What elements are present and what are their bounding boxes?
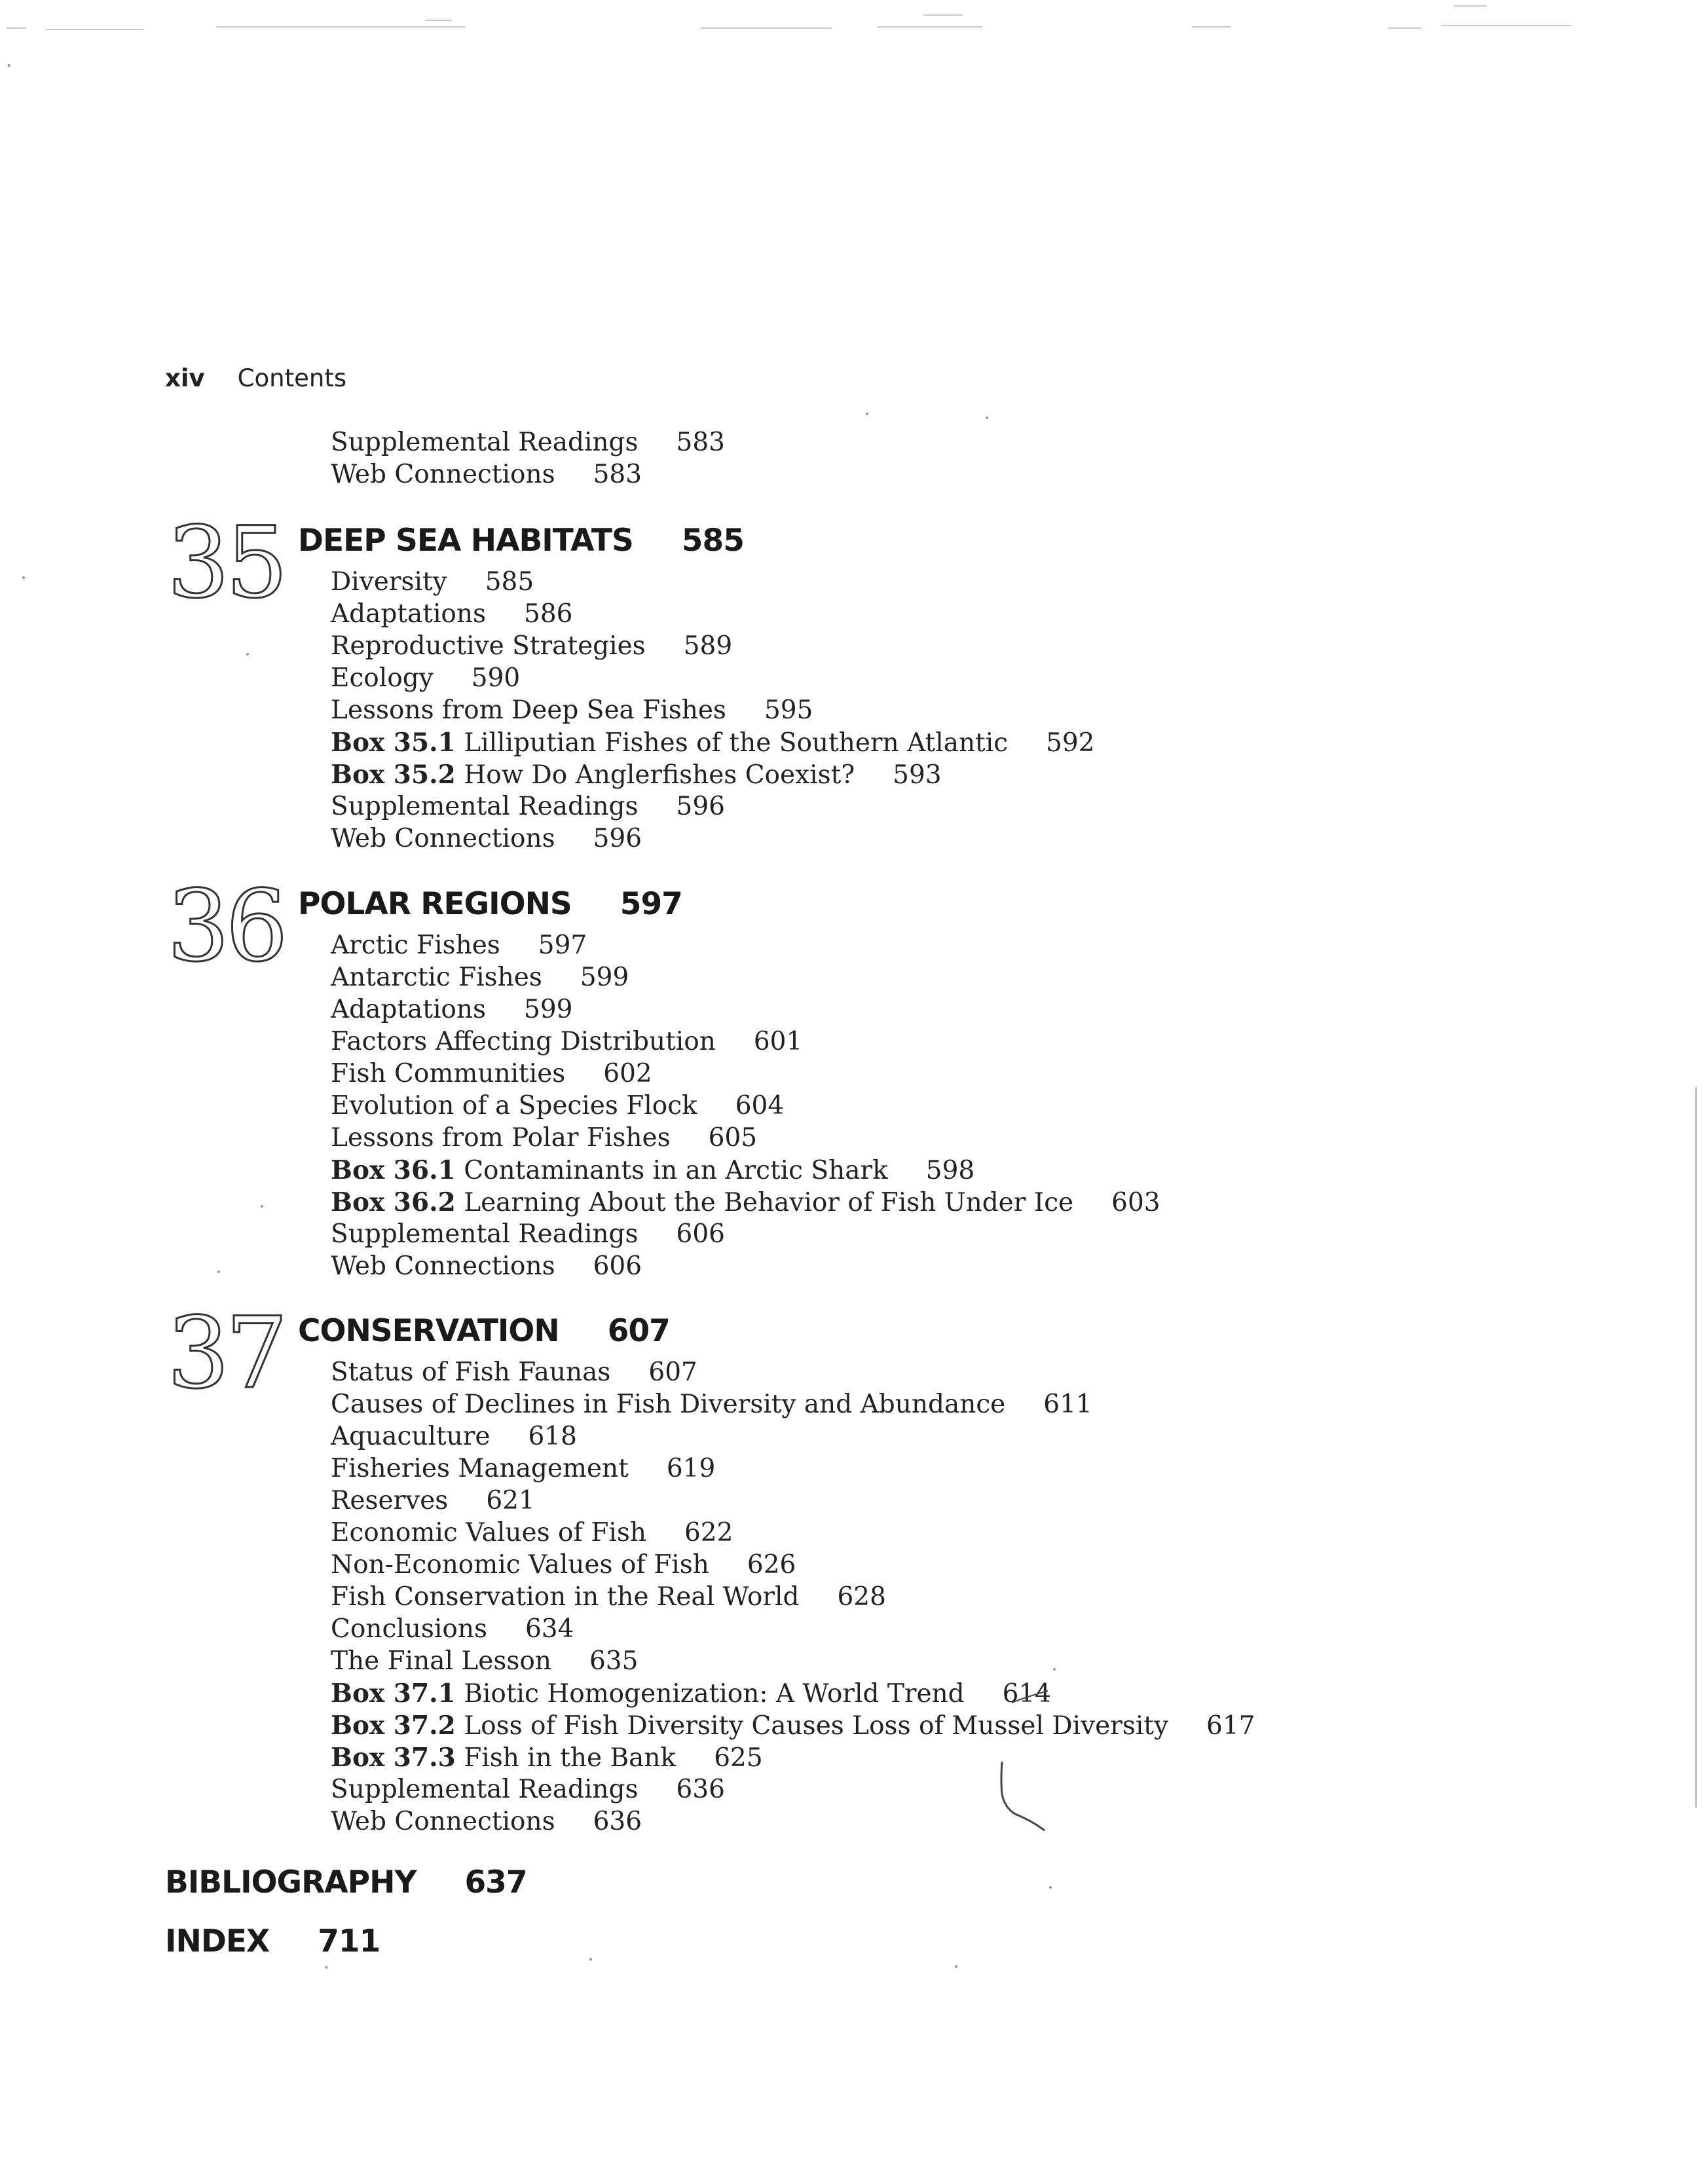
- toc-entry-page: 607: [648, 1358, 697, 1387]
- toc-entry-label: Web Connections: [331, 460, 555, 489]
- toc-entry-page: 599: [580, 963, 629, 992]
- toc-entry-label: Antarctic Fishes: [331, 963, 542, 992]
- chapter-heading: [298, 1313, 670, 1350]
- toc-entry: [331, 1550, 796, 1580]
- toc-entry-page: 619: [666, 1454, 716, 1483]
- toc-entry: [331, 1422, 577, 1452]
- toc-entry-label: Contaminants in an Arctic Shark: [464, 1156, 888, 1185]
- toc-entry-page: 634: [525, 1614, 574, 1644]
- toc-entry-page: 585: [485, 567, 534, 597]
- toc-entry-page: 621: [486, 1486, 535, 1515]
- toc-entry: [331, 1646, 638, 1676]
- box-number: Box 36.1: [331, 1155, 456, 1185]
- scan-edge-shadow: [1695, 1087, 1697, 1807]
- toc-entry-label: Factors Affecting Distribution: [331, 1027, 716, 1056]
- scan-speck: [1053, 1668, 1056, 1671]
- toc-entry-label: Diversity: [331, 567, 447, 597]
- chapter-page: 607: [607, 1313, 670, 1349]
- toc-entry-label: Ecology: [331, 663, 434, 693]
- running-head: [165, 364, 346, 392]
- back-matter-heading: [165, 1923, 380, 1960]
- toc-entry-label: Non-Economic Values of Fish: [331, 1550, 709, 1580]
- toc-entry-label: Reserves: [331, 1486, 449, 1515]
- toc-entry: [331, 1123, 757, 1153]
- toc-box-entry: [331, 1743, 763, 1773]
- toc-entry-label: Conclusions: [331, 1614, 487, 1644]
- toc-entry-page: 611: [1043, 1390, 1092, 1419]
- toc-entry-page: 628: [837, 1582, 886, 1612]
- toc-entry-page: 636: [676, 1775, 725, 1804]
- toc-entry-label: Lilliputian Fishes of the Southern Atlantic: [464, 728, 1009, 758]
- toc-entry-label: Web Connections: [331, 824, 555, 853]
- toc-entry: [331, 1454, 715, 1484]
- toc-entry: [331, 1518, 733, 1548]
- toc-entry: [331, 599, 572, 629]
- toc-entry-label: Supplemental Readings: [331, 792, 639, 821]
- toc-entry-page: 622: [684, 1518, 733, 1547]
- toc-entry-page: 598: [925, 1156, 975, 1185]
- toc-entry-page: 602: [603, 1059, 652, 1088]
- toc-entry: [331, 931, 587, 961]
- scan-speck: [325, 1966, 327, 1969]
- pen-mark: [982, 1676, 1061, 1840]
- toc-entry-label: Status of Fish Faunas: [331, 1358, 611, 1387]
- toc-entry-page: 586: [524, 599, 573, 629]
- toc-entry-page: 601: [753, 1027, 803, 1056]
- chapter-heading: [298, 523, 744, 559]
- toc-entry-label: Fish in the Bank: [464, 1743, 677, 1773]
- chapter-page: 597: [620, 886, 682, 922]
- toc-box-entry: [331, 1678, 1051, 1709]
- toc-entry: [331, 1027, 802, 1057]
- toc-entry-label: Evolution of a Species Flock: [331, 1091, 697, 1120]
- scan-speck: [986, 416, 988, 419]
- toc-entry-page: 606: [593, 1251, 642, 1281]
- scan-speck: [8, 64, 10, 67]
- toc-entry-label: Biotic Homogenization: A World Trend: [464, 1679, 965, 1709]
- toc-entry-page: 635: [589, 1646, 639, 1676]
- box-number: Box 37.2: [331, 1711, 456, 1741]
- toc-entry: [331, 1807, 642, 1837]
- toc-entry-label: Supplemental Readings: [331, 428, 639, 457]
- toc-entry-label: Loss of Fish Diversity Causes Loss of Mussel Diversity: [464, 1711, 1169, 1741]
- scan-speck: [261, 1205, 263, 1208]
- toc-entry: [331, 567, 534, 597]
- toc-entry: [331, 792, 725, 822]
- toc-entry: [331, 963, 629, 993]
- chapter-heading: [298, 886, 682, 923]
- toc-entry-label: How Do Anglerfishes Coexist?: [464, 760, 855, 790]
- toc-entry: [331, 695, 813, 726]
- toc-entry-label: Economic Values of Fish: [331, 1518, 646, 1547]
- toc-entry-label: Supplemental Readings: [331, 1775, 639, 1804]
- toc-entry-label: Reproductive Strategies: [331, 631, 646, 661]
- chapter-title: CONSERVATION: [298, 1313, 559, 1349]
- toc-entry-label: The Final Lesson: [331, 1646, 551, 1676]
- toc-entry-label: Supplemental Readings: [331, 1219, 639, 1249]
- toc-entry-page: 603: [1111, 1188, 1160, 1217]
- toc-entry-page: 596: [676, 792, 725, 821]
- toc-entry-page: 599: [524, 995, 573, 1024]
- chapter-number: 35: [167, 506, 284, 620]
- toc-entry-page: 606: [676, 1219, 725, 1249]
- toc-entry: [331, 1582, 886, 1612]
- toc-entry-page: 595: [764, 695, 813, 725]
- toc-entry-page: 636: [593, 1807, 642, 1836]
- toc-box-entry: [331, 728, 1095, 758]
- back-matter-title: INDEX: [165, 1923, 270, 1959]
- toc-box-entry: [331, 1711, 1255, 1741]
- chapter-number: 37: [167, 1297, 284, 1411]
- box-number: Box 37.1: [331, 1678, 456, 1709]
- toc-entry-label: Web Connections: [331, 1807, 555, 1836]
- box-number: Box 37.3: [331, 1743, 456, 1773]
- toc-entry-page: 618: [528, 1422, 577, 1451]
- back-matter-page: 637: [464, 1864, 527, 1900]
- toc-entry-page: 625: [714, 1743, 763, 1773]
- toc-entry: [331, 428, 725, 458]
- toc-entry-label: Aquaculture: [331, 1422, 491, 1451]
- toc-entry-label: Learning About the Behavior of Fish Under Ice: [464, 1188, 1074, 1217]
- toc-entry: [331, 1358, 697, 1388]
- toc-entry-label: Adaptations: [331, 599, 487, 629]
- toc-entry-label: Causes of Declines in Fish Diversity and Abundance: [331, 1390, 1006, 1419]
- scan-speck: [217, 1270, 220, 1273]
- chapter-title: DEEP SEA HABITATS: [298, 523, 633, 559]
- toc-entry: [331, 631, 732, 661]
- toc-entry: [331, 1390, 1092, 1420]
- toc-entry: [331, 824, 642, 854]
- toc-entry-label: Arctic Fishes: [331, 931, 500, 960]
- chapter-title: POLAR REGIONS: [298, 886, 572, 922]
- running-head-title: Contents: [237, 364, 347, 392]
- toc-entry-page: 592: [1046, 728, 1095, 758]
- box-number: Box 35.1: [331, 728, 456, 758]
- toc-box-entry: [331, 1155, 974, 1186]
- toc-entry-page: 583: [676, 428, 725, 457]
- page-folio: xiv: [165, 364, 205, 392]
- toc-entry-page: 614: [1002, 1679, 1052, 1709]
- back-matter-heading: [165, 1864, 527, 1901]
- scan-speck: [246, 653, 249, 656]
- scan-noise: [0, 20, 1706, 39]
- toc-entry-page: 605: [708, 1123, 758, 1153]
- scan-speck: [589, 1958, 592, 1961]
- box-number: Box 36.2: [331, 1187, 456, 1217]
- toc-entry: [331, 995, 572, 1025]
- toc-entry: [331, 1614, 574, 1644]
- toc-entry: [331, 1251, 642, 1282]
- toc-box-entry: [331, 1187, 1160, 1218]
- toc-entry: [331, 1091, 784, 1121]
- box-number: Box 35.2: [331, 760, 456, 790]
- toc-entry: [331, 1219, 725, 1249]
- toc-entry: [331, 1486, 535, 1516]
- toc-entry-page: 604: [735, 1091, 785, 1120]
- scan-speck: [866, 413, 868, 415]
- toc-entry-label: Fish Communities: [331, 1059, 566, 1088]
- toc-entry-label: Web Connections: [331, 1251, 555, 1281]
- chapter-page: 585: [681, 523, 744, 559]
- toc-entry-page: 596: [593, 824, 642, 853]
- toc-box-entry: [331, 760, 942, 790]
- toc-entry-label: Lessons from Deep Sea Fishes: [331, 695, 726, 725]
- chapter-number: 36: [167, 870, 284, 984]
- back-matter-page: 711: [318, 1923, 380, 1959]
- toc-entry: [331, 663, 520, 694]
- toc-entry-label: Lessons from Polar Fishes: [331, 1123, 671, 1153]
- toc-entry: [331, 1059, 652, 1089]
- toc-entry-label: Fisheries Management: [331, 1454, 629, 1483]
- toc-entry-page: 617: [1206, 1711, 1255, 1741]
- toc-entry-page: 593: [893, 760, 942, 790]
- toc-entry: [331, 460, 642, 490]
- scan-speck: [22, 576, 25, 579]
- scan-speck: [955, 1965, 957, 1968]
- toc-entry-page: 590: [471, 663, 521, 693]
- scan-speck: [1049, 1886, 1052, 1889]
- toc-entry-page: 626: [747, 1550, 796, 1580]
- back-matter-title: BIBLIOGRAPHY: [165, 1864, 417, 1900]
- toc-entry-label: Fish Conservation in the Real World: [331, 1582, 800, 1612]
- toc-entry-page: 597: [538, 931, 587, 960]
- toc-entry: [331, 1775, 725, 1805]
- toc-entry-page: 589: [683, 631, 733, 661]
- toc-entry-label: Adaptations: [331, 995, 487, 1024]
- toc-entry-page: 583: [593, 460, 642, 489]
